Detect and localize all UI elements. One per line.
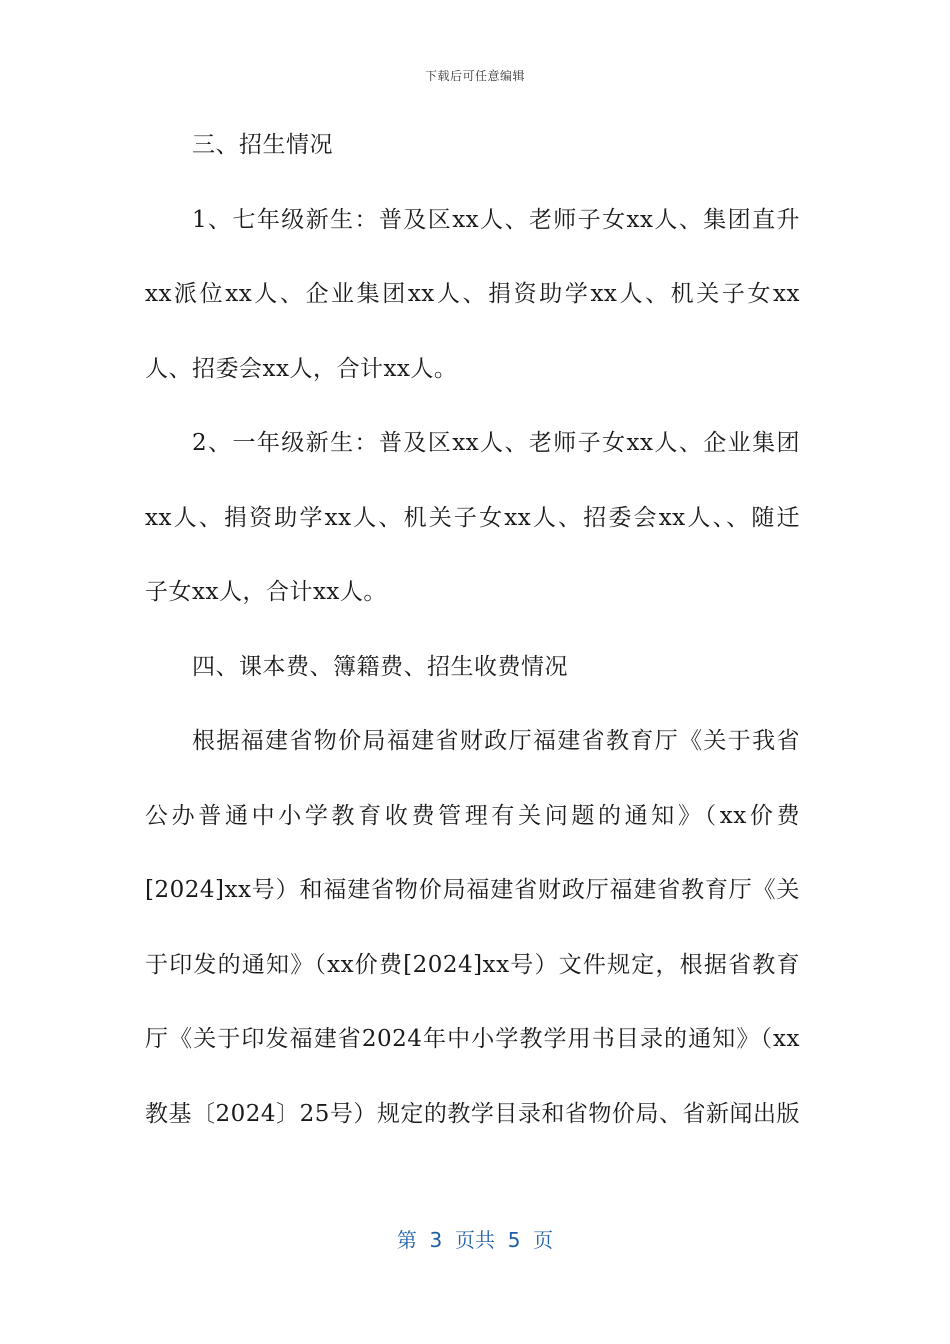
section-heading-enrollment: 三、招生情况 (192, 132, 333, 158)
paragraph-line: 教基〔2024〕25号）规定的教学目录和省物价局、省新闻出版 (145, 1100, 800, 1127)
paragraph-line: xx人、捐资助学xx人、机关子女xx人、招委会xx人、、随迁 (145, 504, 800, 531)
paragraph-line: 根据福建省物价局福建省财政厅福建省教育厅《关于我省 (192, 728, 800, 754)
paragraph-line: xx派位xx人、企业集团xx人、捐资助学xx人、机关子女xx (145, 281, 800, 307)
paragraph-line: 2、一年级新生：普及区xx人、老师子女xx人、企业集团 (192, 430, 800, 456)
paragraph-line: 厅《关于印发福建省2024年中小学教学用书目录的通知》（xx (145, 1026, 800, 1052)
paragraph-line: 公办普通中小学教育收费管理有关问题的通知》（xx价费 (145, 802, 800, 829)
paragraph-line: 1、七年级新生：普及区xx人、老师子女xx人、集团直升 (192, 206, 800, 233)
header-note: 下载后可任意编辑 (424, 69, 525, 83)
paragraph-line: 子女xx人，合计xx人。 (145, 579, 387, 605)
section-heading-fees: 四、课本费、簿籍费、招生收费情况 (192, 653, 568, 680)
document-body (145, 120, 800, 1163)
paragraph-line: [2024]xx号）和福建省物价局福建省财政厅福建省教育厅《关 (145, 877, 800, 903)
paragraph-line: 于印发的通知》（xx价费[2024]xx号）文件规定，根据省教育 (145, 951, 800, 978)
paragraph-line: 人、招委会xx人，合计xx人。 (145, 355, 458, 382)
page-number: 第 3 页共 5 页 (396, 1228, 554, 1252)
